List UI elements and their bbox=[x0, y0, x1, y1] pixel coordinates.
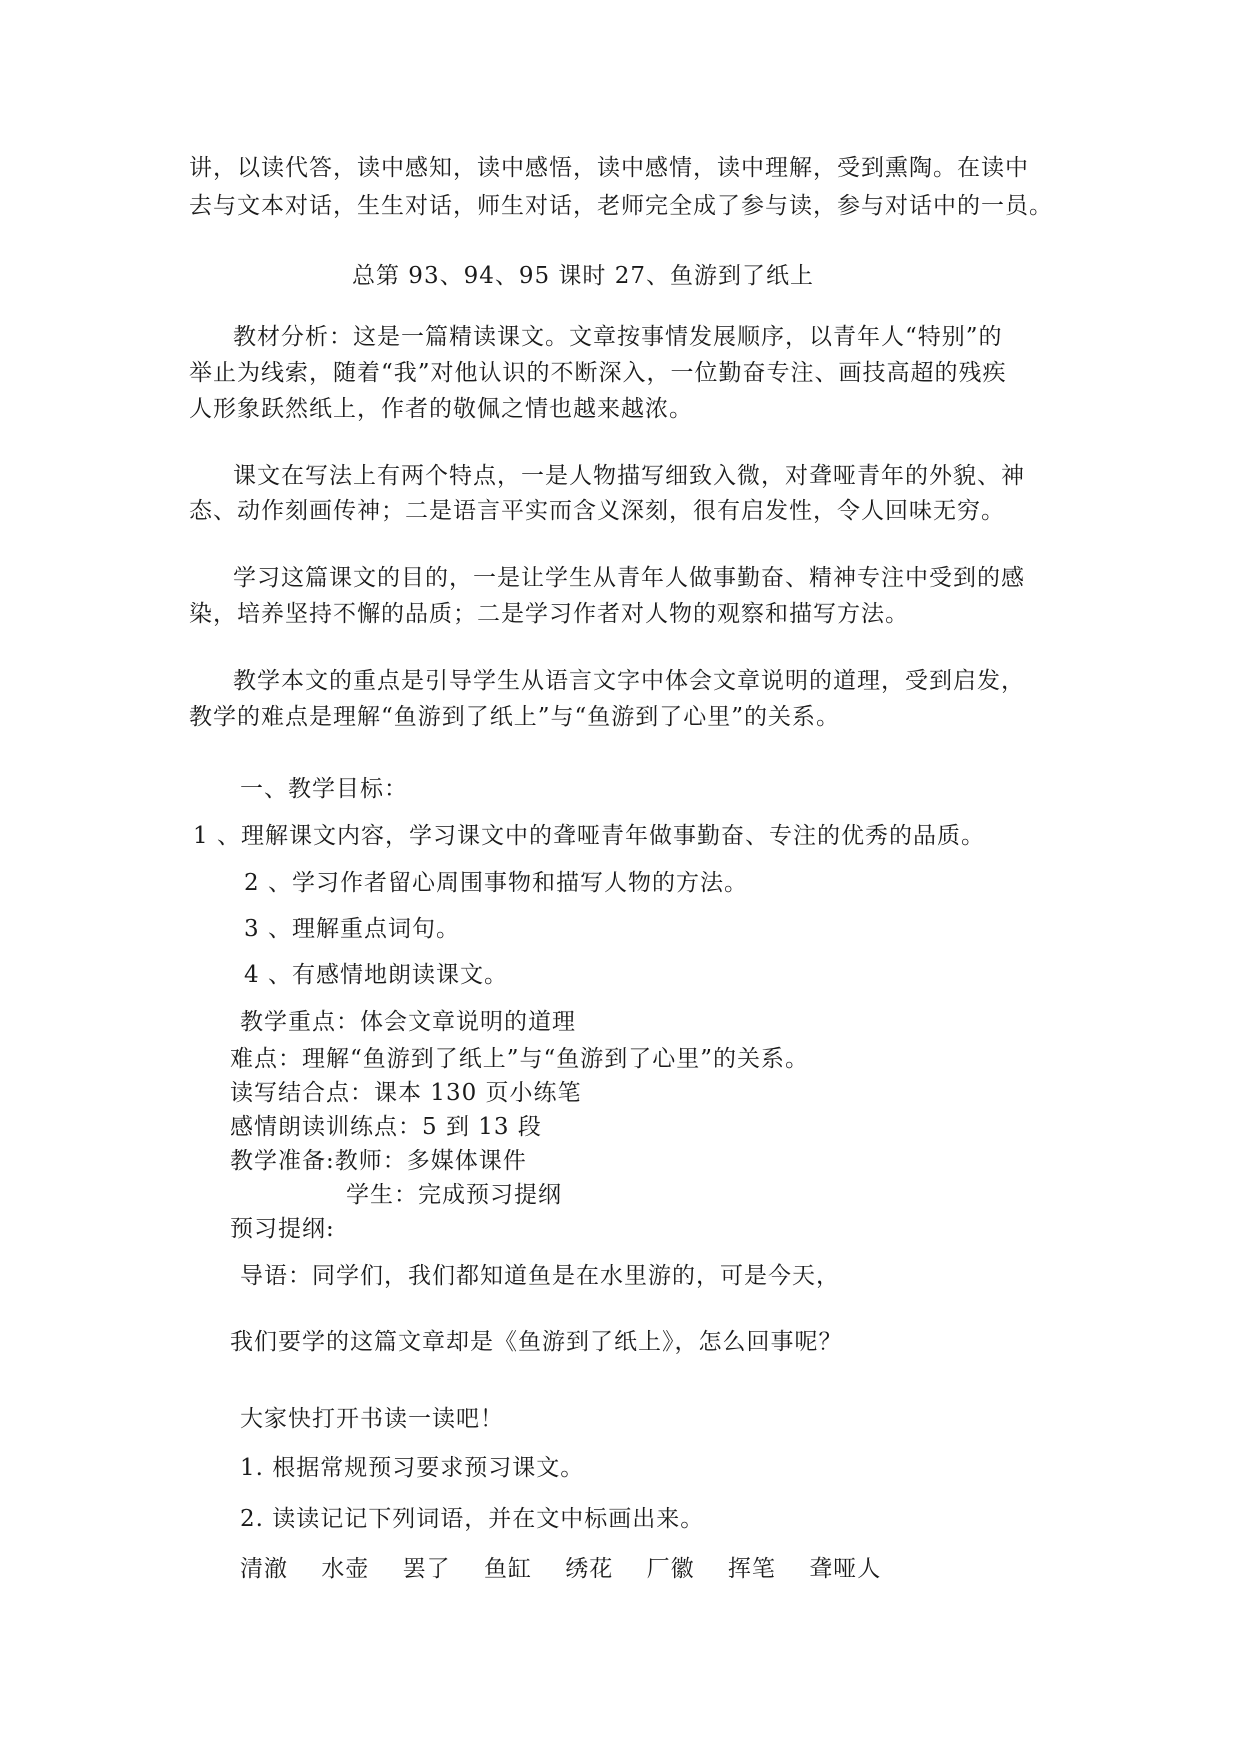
vocab-word: 水壶 bbox=[321, 1556, 370, 1582]
keypoints-line-1: 教学本文的重点是引导学生从语言文字中体会文章说明的道理，受到启发， bbox=[233, 668, 1025, 694]
features-line-2: 态、动作刻画传神；二是语言平实而含义深刻，很有启发性，令人回味无穷。 bbox=[189, 498, 1005, 524]
analysis-line-2: 举止为线索，随着“我”对他认识的不断深入，一位勤奋专注、画技高超的残疾 bbox=[189, 360, 1007, 386]
prep-teacher: 教学准备:教师：多媒体课件 bbox=[230, 1148, 527, 1174]
preview-heading: 预习提纲: bbox=[230, 1216, 335, 1242]
vocab-word: 聋哑人 bbox=[809, 1556, 882, 1582]
objective-2: 2 、学习作者留心周围事物和描写人物的方法。 bbox=[244, 870, 748, 896]
lead-in-line-2: 我们要学的这篇文章却是《鱼游到了纸上》，怎么回事呢？ bbox=[230, 1329, 843, 1355]
keypoints-line-2: 教学的难点是理解“鱼游到了纸上”与“鱼游到了心里”的关系。 bbox=[189, 704, 841, 730]
objective-3: 3 、理解重点词句。 bbox=[244, 916, 460, 942]
lead-in-line-3: 大家快打开书读一读吧！ bbox=[240, 1406, 504, 1432]
preview-item-1: 1. 根据常规预习要求预习课文。 bbox=[240, 1455, 585, 1481]
intro-line-2: 去与文本对话，生生对话，师生对话，老师完全成了参与读，参与对话中的一员。 bbox=[189, 193, 1053, 219]
objectives-heading: 一、教学目标： bbox=[240, 776, 408, 802]
reading-practice-point: 感情朗读训练点：5 到 13 段 bbox=[230, 1114, 542, 1140]
vocab-word: 厂徽 bbox=[646, 1556, 695, 1582]
purpose-line-1: 学习这篇课文的目的，一是让学生从青年人做事勤奋、精神专注中受到的感 bbox=[233, 565, 1025, 591]
analysis-line-3: 人形象跃然纸上，作者的敬佩之情也越来越浓。 bbox=[189, 396, 693, 422]
vocab-word: 清澈 bbox=[240, 1556, 288, 1582]
lead-in-line-1: 导语：同学们，我们都知道鱼是在水里游的，可是今天， bbox=[240, 1263, 840, 1289]
preview-item-2: 2. 读读记记下列词语，并在文中标画出来。 bbox=[240, 1506, 705, 1532]
analysis-line-1: 教材分析：这是一篇精读课文。文章按事情发展顺序，以青年人“特别”的 bbox=[233, 324, 1003, 350]
vocab-word: 罢了 bbox=[402, 1556, 451, 1582]
features-line-1: 课文在写法上有两个特点，一是人物描写细致入微，对聋哑青年的外貌、神 bbox=[233, 463, 1025, 489]
prep-student: 学生：完成预习提纲 bbox=[346, 1182, 562, 1208]
vocab-word: 鱼缸 bbox=[483, 1556, 532, 1582]
teaching-difficulty: 难点：理解“鱼游到了纸上”与“鱼游到了心里”的关系。 bbox=[230, 1046, 810, 1072]
reading-writing-point: 读写结合点：课本 130 页小练笔 bbox=[230, 1080, 582, 1106]
objective-4: 4 、有感情地朗读课文。 bbox=[244, 962, 508, 988]
intro-line-1: 讲，以读代答，读中感知，读中感悟，读中感情，读中理解，受到熏陶。在读中 bbox=[189, 155, 1029, 181]
lesson-title: 总第 93、94、95 课时 27、鱼游到了纸上 bbox=[352, 263, 814, 289]
teaching-focus: 教学重点：体会文章说明的道理 bbox=[240, 1009, 576, 1035]
vocab-word: 绣花 bbox=[565, 1556, 614, 1582]
vocabulary-list bbox=[240, 1554, 906, 1584]
vocab-word: 挥笔 bbox=[727, 1556, 776, 1582]
purpose-line-2: 染，培养坚持不懈的品质；二是学习作者对人物的观察和描写方法。 bbox=[189, 601, 909, 627]
objective-1: 1 、理解课文内容，学习课文中的聋哑青年做事勤奋、专注的优秀的品质。 bbox=[193, 823, 985, 849]
